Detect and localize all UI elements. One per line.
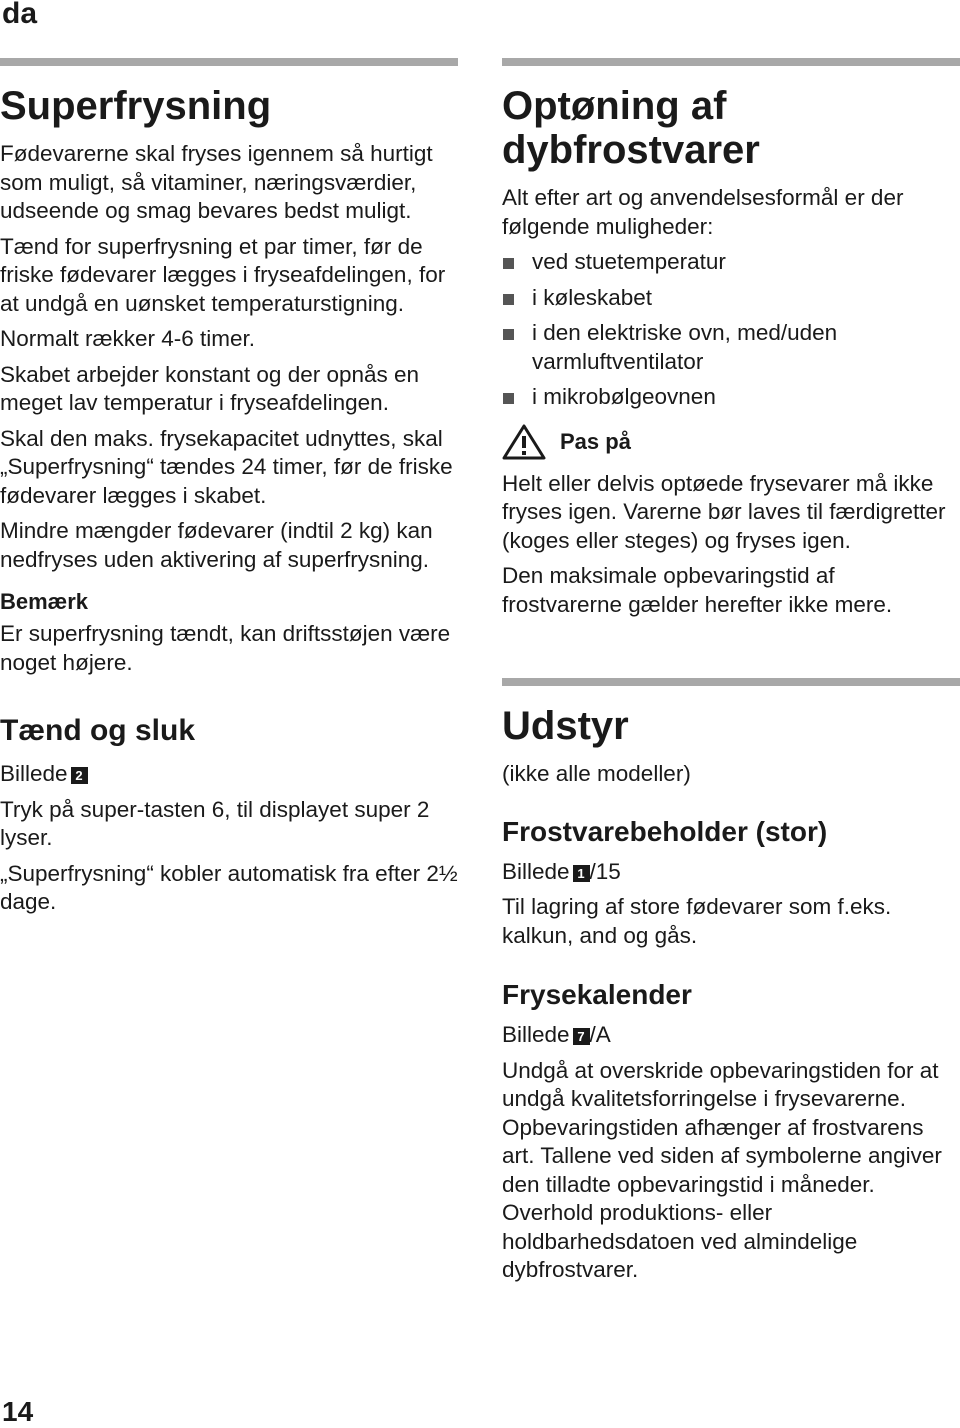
section-rule (0, 58, 458, 66)
figure-number-badge: 2 (71, 767, 88, 784)
left-column (0, 58, 458, 924)
figure-number-badge: 7 (573, 1028, 590, 1045)
figure-reference (502, 858, 960, 887)
bullet-item: ved stuetemperatur (502, 248, 960, 277)
item-title-frysekalender: Frysekalender (502, 979, 692, 1010)
item-title-frostvarebeholder: Frostvarebeholder (stor) (502, 815, 828, 847)
bullet-list (502, 248, 960, 412)
note-label: Bemærk (0, 589, 89, 614)
page-number: 14 (2, 1396, 34, 1427)
figure-suffix: /A (589, 1022, 611, 1047)
section-title-taend-og-sluk: Tænd og sluk (0, 714, 195, 747)
right-column (502, 58, 960, 1292)
paragraph: Fødevarerne skal fryses igennem så hurtigt som muligt, så vitaminer, næringsværdier, udseende og smag bevares bedst muligt. (0, 141, 433, 223)
figure-prefix: Billede (0, 761, 68, 786)
bullet-item: i mikrobølgeovnen (502, 383, 960, 412)
figure-reference (0, 760, 458, 789)
bullet-item: i køleskabet (502, 284, 960, 313)
figure-number-badge: 1 (573, 865, 590, 882)
paragraph: Mindre mængder fødevarer (indtil 2 kg) kan nedfryses uden aktivering af superfrysning. (0, 518, 433, 572)
warning-heading (502, 424, 960, 460)
paragraph: Normalt rækker 4-6 timer. (0, 326, 256, 351)
figure-prefix: Billede (502, 858, 570, 884)
language-code: da (2, 0, 38, 30)
section-rule (502, 678, 960, 686)
figure-reference (502, 1021, 960, 1050)
section-title-udstyr: Udstyr (502, 704, 629, 748)
paragraph: „Superfrysning“ kobler automatisk fra efter 2½ dage. (0, 860, 458, 914)
figure-suffix: /15 (589, 858, 621, 884)
section-rule (502, 58, 960, 66)
paragraph: Tryk på super-tasten 6, til displayet super 2 lyser. (0, 796, 430, 850)
note-text: Er superfrysning tændt, kan driftsstøjen være noget højere. (0, 621, 451, 675)
intro-text: Alt efter art og anvendelsesformål er der følgende muligheder: (502, 185, 904, 239)
section-title-superfrysning: Superfrysning (0, 84, 272, 128)
paragraph: Tænd for superfrysning et par timer, før de friske fødevarer lægges i fryseafdelingen, for at undgå en uønsket temperaturstigning. (0, 233, 446, 316)
paragraph: Til lagring af store fødevarer som f.eks. kalkun, and og gås. (502, 894, 892, 948)
bullet-item: i den elektriske ovn, med/uden varmluftventilator (502, 319, 960, 376)
warning-text: Helt eller delvis optøede frysevarer må ikke fryses igen. Varerne bør laves til færdigretter (koges eller steges) og fryses igen. (502, 470, 946, 553)
warning-text: Den maksimale opbevaringstid af frostvarerne gælder herefter ikke mere. (502, 563, 893, 617)
warning-label: Pas på (560, 428, 631, 454)
warning-triangle-icon (502, 424, 546, 460)
figure-prefix: Billede (502, 1022, 570, 1047)
section-title-optoning: Optøning af dybfrostvarer (502, 84, 760, 172)
paragraph: Undgå at overskride opbevaringstiden for at undgå kvalitetsforringelse i frysevarerne. Opbevaringstiden afhænger af frostvarens art. Tallene ved siden af symbolerne angiver den tilladte opbevaringstid i måneder. Overhold produktions- eller holdbarhedsdatoen ved almindelige dybfrostvarer. (502, 1057, 942, 1282)
subtitle: (ikke alle modeller) (502, 761, 691, 786)
paragraph: Skabet arbejder konstant og der opnås en meget lav temperatur i fryseafdelingen. (0, 361, 420, 415)
paragraph: Skal den maks. frysekapacitet udnyttes, skal „Superfrysning“ tændes 24 timer, før de friske fødevarer lægges i skabet. (0, 425, 453, 508)
